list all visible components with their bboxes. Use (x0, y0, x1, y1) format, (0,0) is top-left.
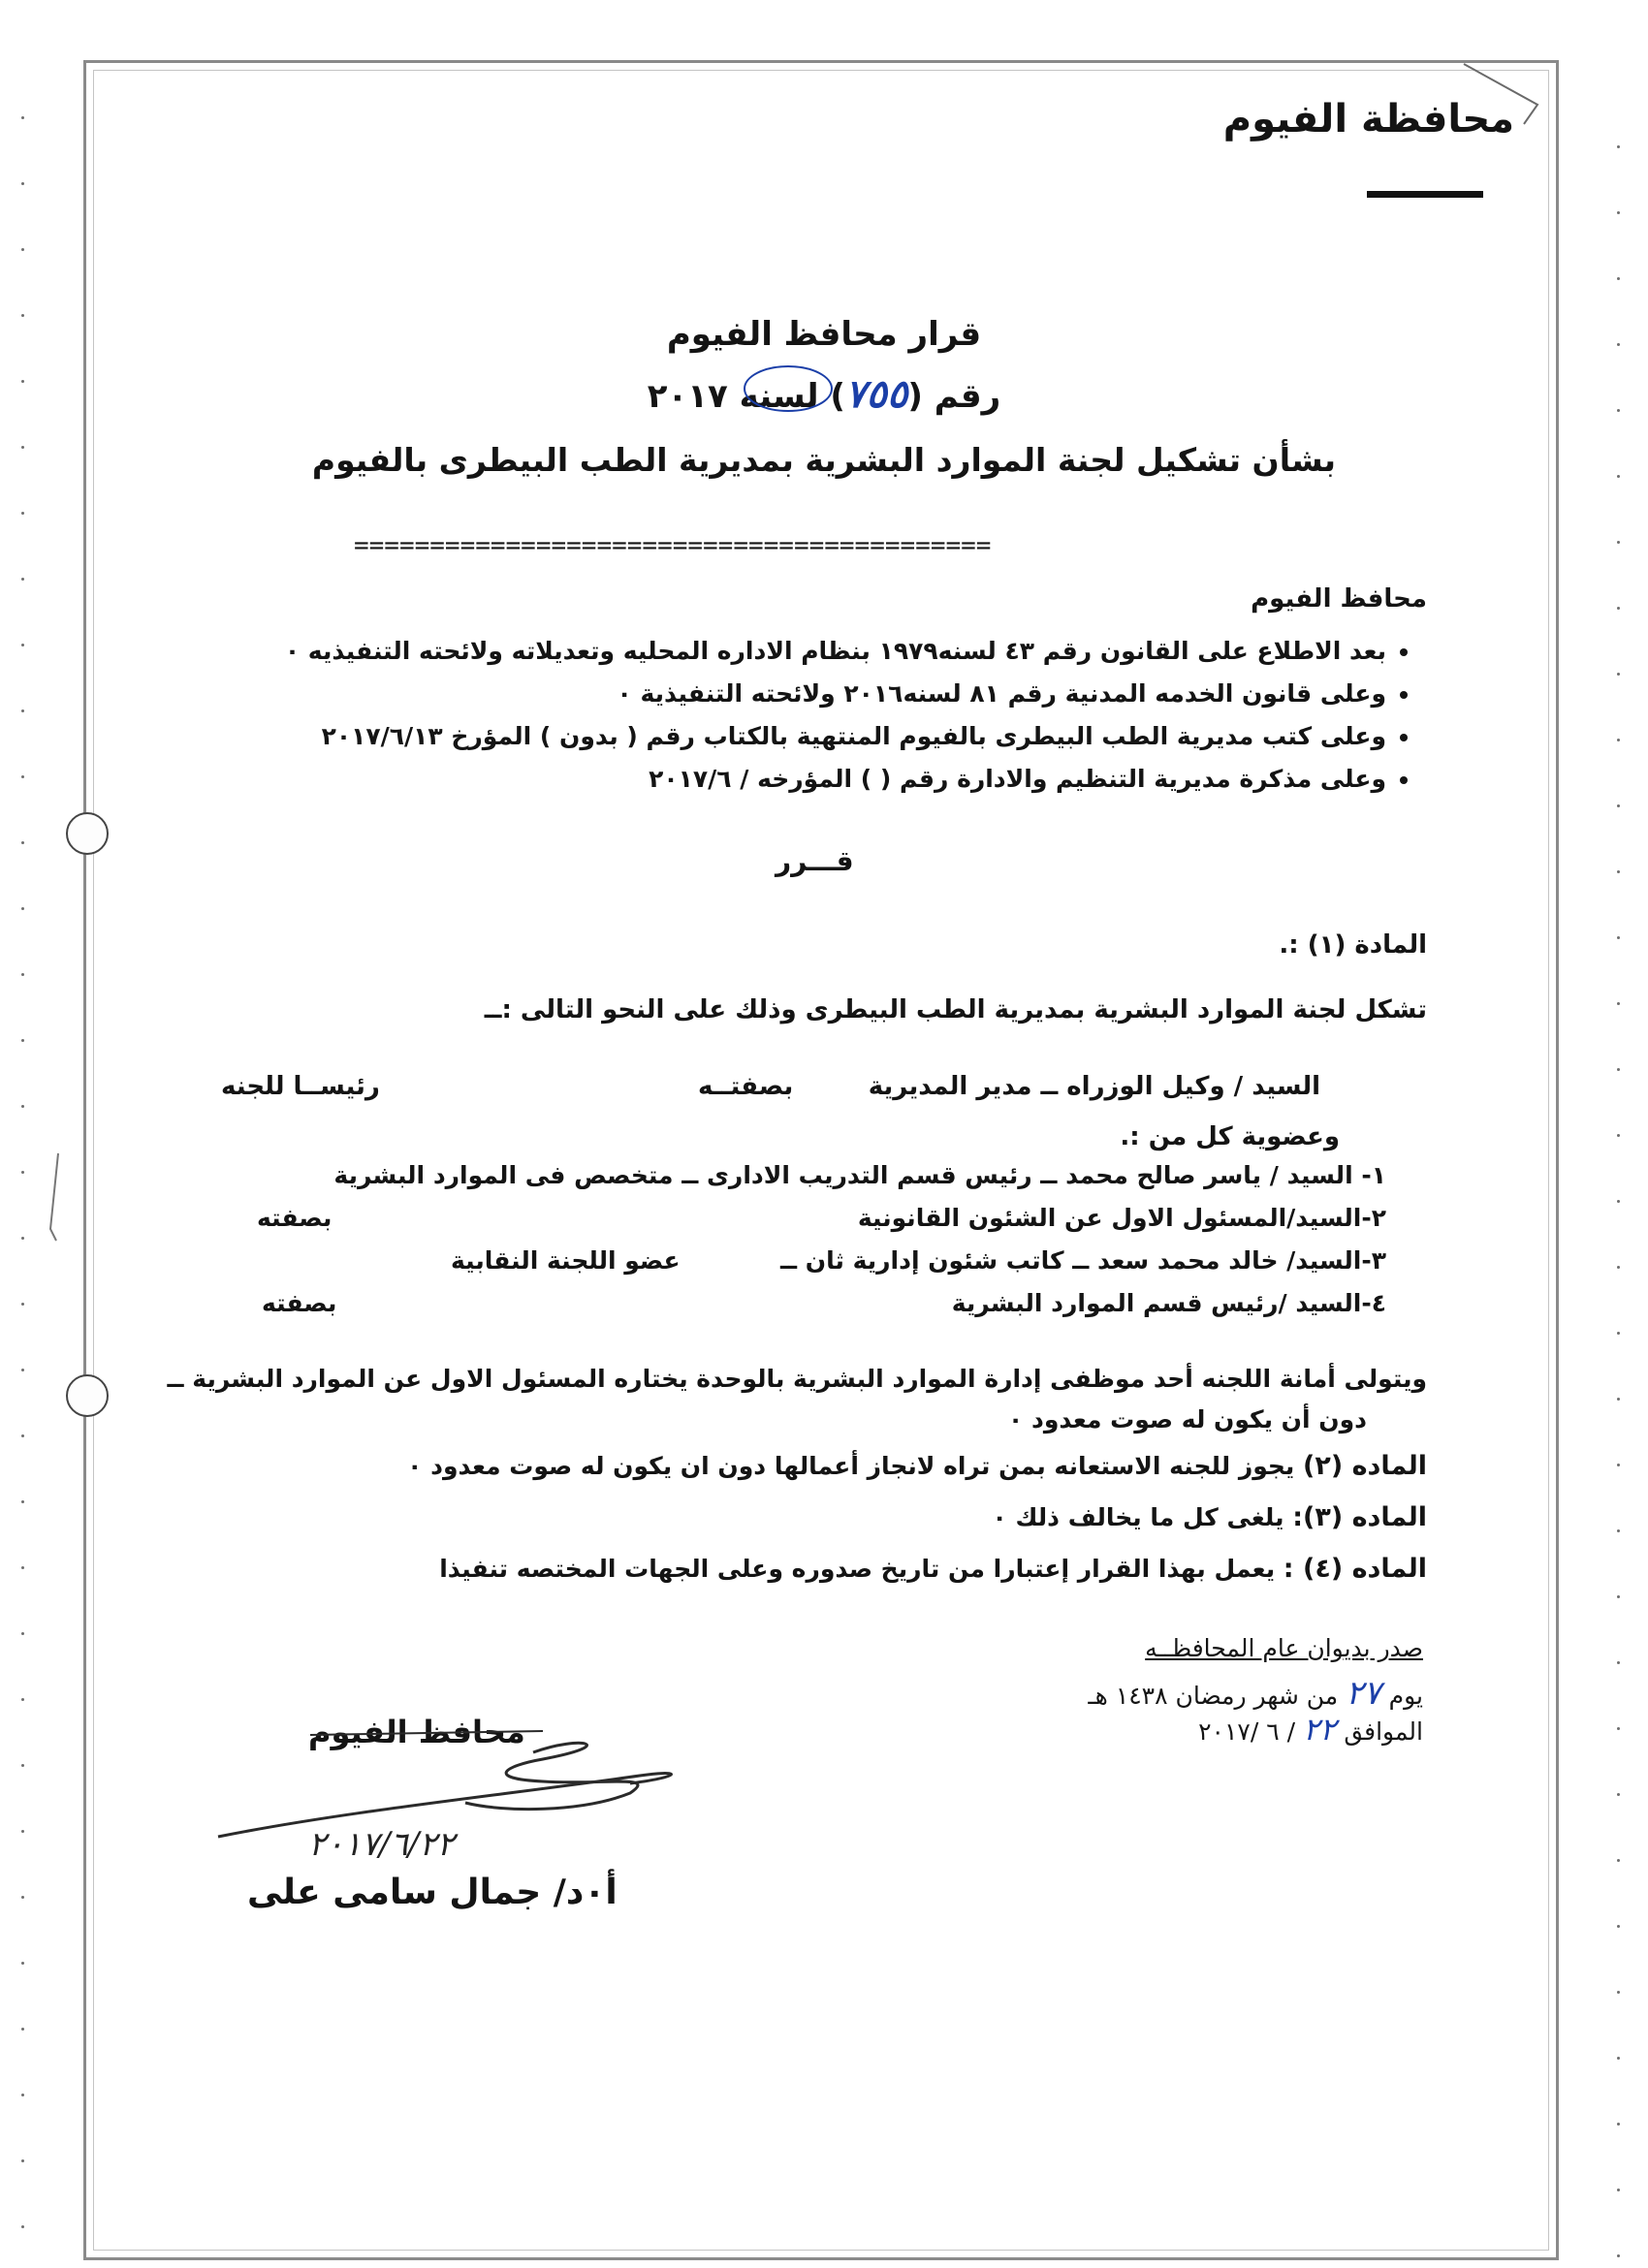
governorate-header: محافظة الفيوم (1222, 97, 1514, 142)
article-1-heading: المادة (١) :. (1279, 930, 1427, 960)
issued-day-suffix: من شهر رمضان ١٤٣٨ هـ (1088, 1682, 1339, 1710)
signature-scribble (465, 1743, 638, 1809)
signature-title-stroke (310, 1731, 543, 1735)
chair-role: رئيســا للجنه (221, 1072, 380, 1101)
article-4-text: يعمل بهذا القرار إعتبارا من تاريخ صدوره وعلى الجهات المختصه تنفيذا (439, 1555, 1284, 1583)
member-4-capacity: بصفته (262, 1289, 337, 1317)
secretariat-line-2: دون أن يكون له صوت معدود ٠ (1008, 1405, 1367, 1433)
member-4: ٤-السيد /رئيس قسم الموارد البشرية (951, 1289, 1386, 1317)
preamble-item: • وعلى قانون الخدمه المدنية رقم ٨١ لسنه٢٠١٦ ولائحته التنفيذية ٠ (285, 673, 1386, 715)
decree-subject: بشأن تشكيل لجنة الموارد البشرية بمديرية الطب البيطرى بالفيوم (311, 441, 1337, 479)
preamble-item: • بعد الاطلاع على القانون رقم ٤٣ لسنه١٩٧٩ بنظام الاداره المحليه وتعديلاته ولائحته التنفيذيه ٠ (285, 630, 1386, 673)
article-4-label: الماده (٤) : (1283, 1554, 1427, 1584)
chair-capacity: بصفتــه (698, 1072, 794, 1101)
issued-date-suffix: / ٦ /٢٠١٧ (1198, 1717, 1296, 1746)
article-1-intro: تشكل لجنة الموارد البشرية بمديرية الطب البيطرى وذلك على النحو التالى :ــ (484, 995, 1427, 1024)
member-3: ٣-السيد/ خالد محمد سعد ــ كاتب شئون إدارية ثان ــ (780, 1246, 1386, 1275)
decision-word: قـــرر (776, 845, 854, 877)
member-1: ١- السيد / ياسر صالح محمد ــ رئيس قسم التدريب الادارى ــ متخصص فى الموارد البشرية (333, 1161, 1386, 1189)
issued-line: صدر بديوان عام المحافظــه (1145, 1634, 1423, 1662)
preamble-item: • وعلى مذكرة مديرية التنظيم والادارة رقم ( ) المؤرخه / ٢٠١٧/٦ (285, 758, 1386, 801)
article-3-label: الماده (٣): (1292, 1502, 1427, 1532)
decree-number-prefix: رقم ( (907, 377, 1001, 416)
chair-name: السيد / وكيل الوزراه ــ مدير المديرية (868, 1072, 1320, 1101)
preamble-heading: محافظ الفيوم (1251, 584, 1427, 614)
article-3-text: يلغى كل ما يخالف ذلك ٠ (992, 1503, 1293, 1531)
corner-fold-mark (1464, 64, 1537, 124)
signatory-name: أ٠د/ جمال سامى على (247, 1873, 618, 1912)
title-separator: ========================================== (354, 531, 992, 560)
member-3-role: عضو اللجنة النقابية (451, 1246, 681, 1275)
issued-date-prefix: الموافق (1344, 1717, 1423, 1746)
issued-date-handwritten: ٢٢ (1302, 1711, 1337, 1748)
member-2: ٢-السيد/المسئول الاول عن الشئون القانونية (857, 1204, 1386, 1232)
members-heading: وعضوية كل من :. (1120, 1122, 1340, 1151)
article-2-text: يجوز للجنه الاستعانه بمن تراه لانجاز أعمالها دون ان يكون له صوت معدود ٠ (407, 1452, 1303, 1480)
decree-title: قرار محافظ الفيوم (666, 315, 982, 354)
decree-number-handwritten: ٧٥٥ (844, 371, 908, 417)
secretariat-line-1: ويتولى أمانة اللجنه أحد موظفى إدارة الموارد البشرية بالوحدة يختاره المسئول الاول عن الموارد البشرية ــ (167, 1365, 1427, 1393)
signature-date-handwritten: ٢٠١٧/٦/٢٢ (308, 1825, 455, 1864)
decree-number-ink-ring (745, 366, 832, 411)
issued-day-handwritten: ٢٧ (1346, 1674, 1381, 1713)
signature-title: محافظ الفيوم (308, 1714, 525, 1750)
decree-number-suffix: ) لسنه ٢٠١٧ (647, 377, 845, 416)
margin-mark (50, 1153, 58, 1241)
issued-day-prefix: يوم (1388, 1682, 1423, 1710)
preamble-item: • وعلى كتب مديرية الطب البيطرى بالفيوم المنتهية بالكتاب رقم ( بدون ) المؤرخ ٢٠١٧/٦/١٣ (285, 715, 1386, 758)
member-2-capacity: بصفته (257, 1204, 333, 1232)
article-2-label: الماده (٢) (1303, 1451, 1427, 1481)
